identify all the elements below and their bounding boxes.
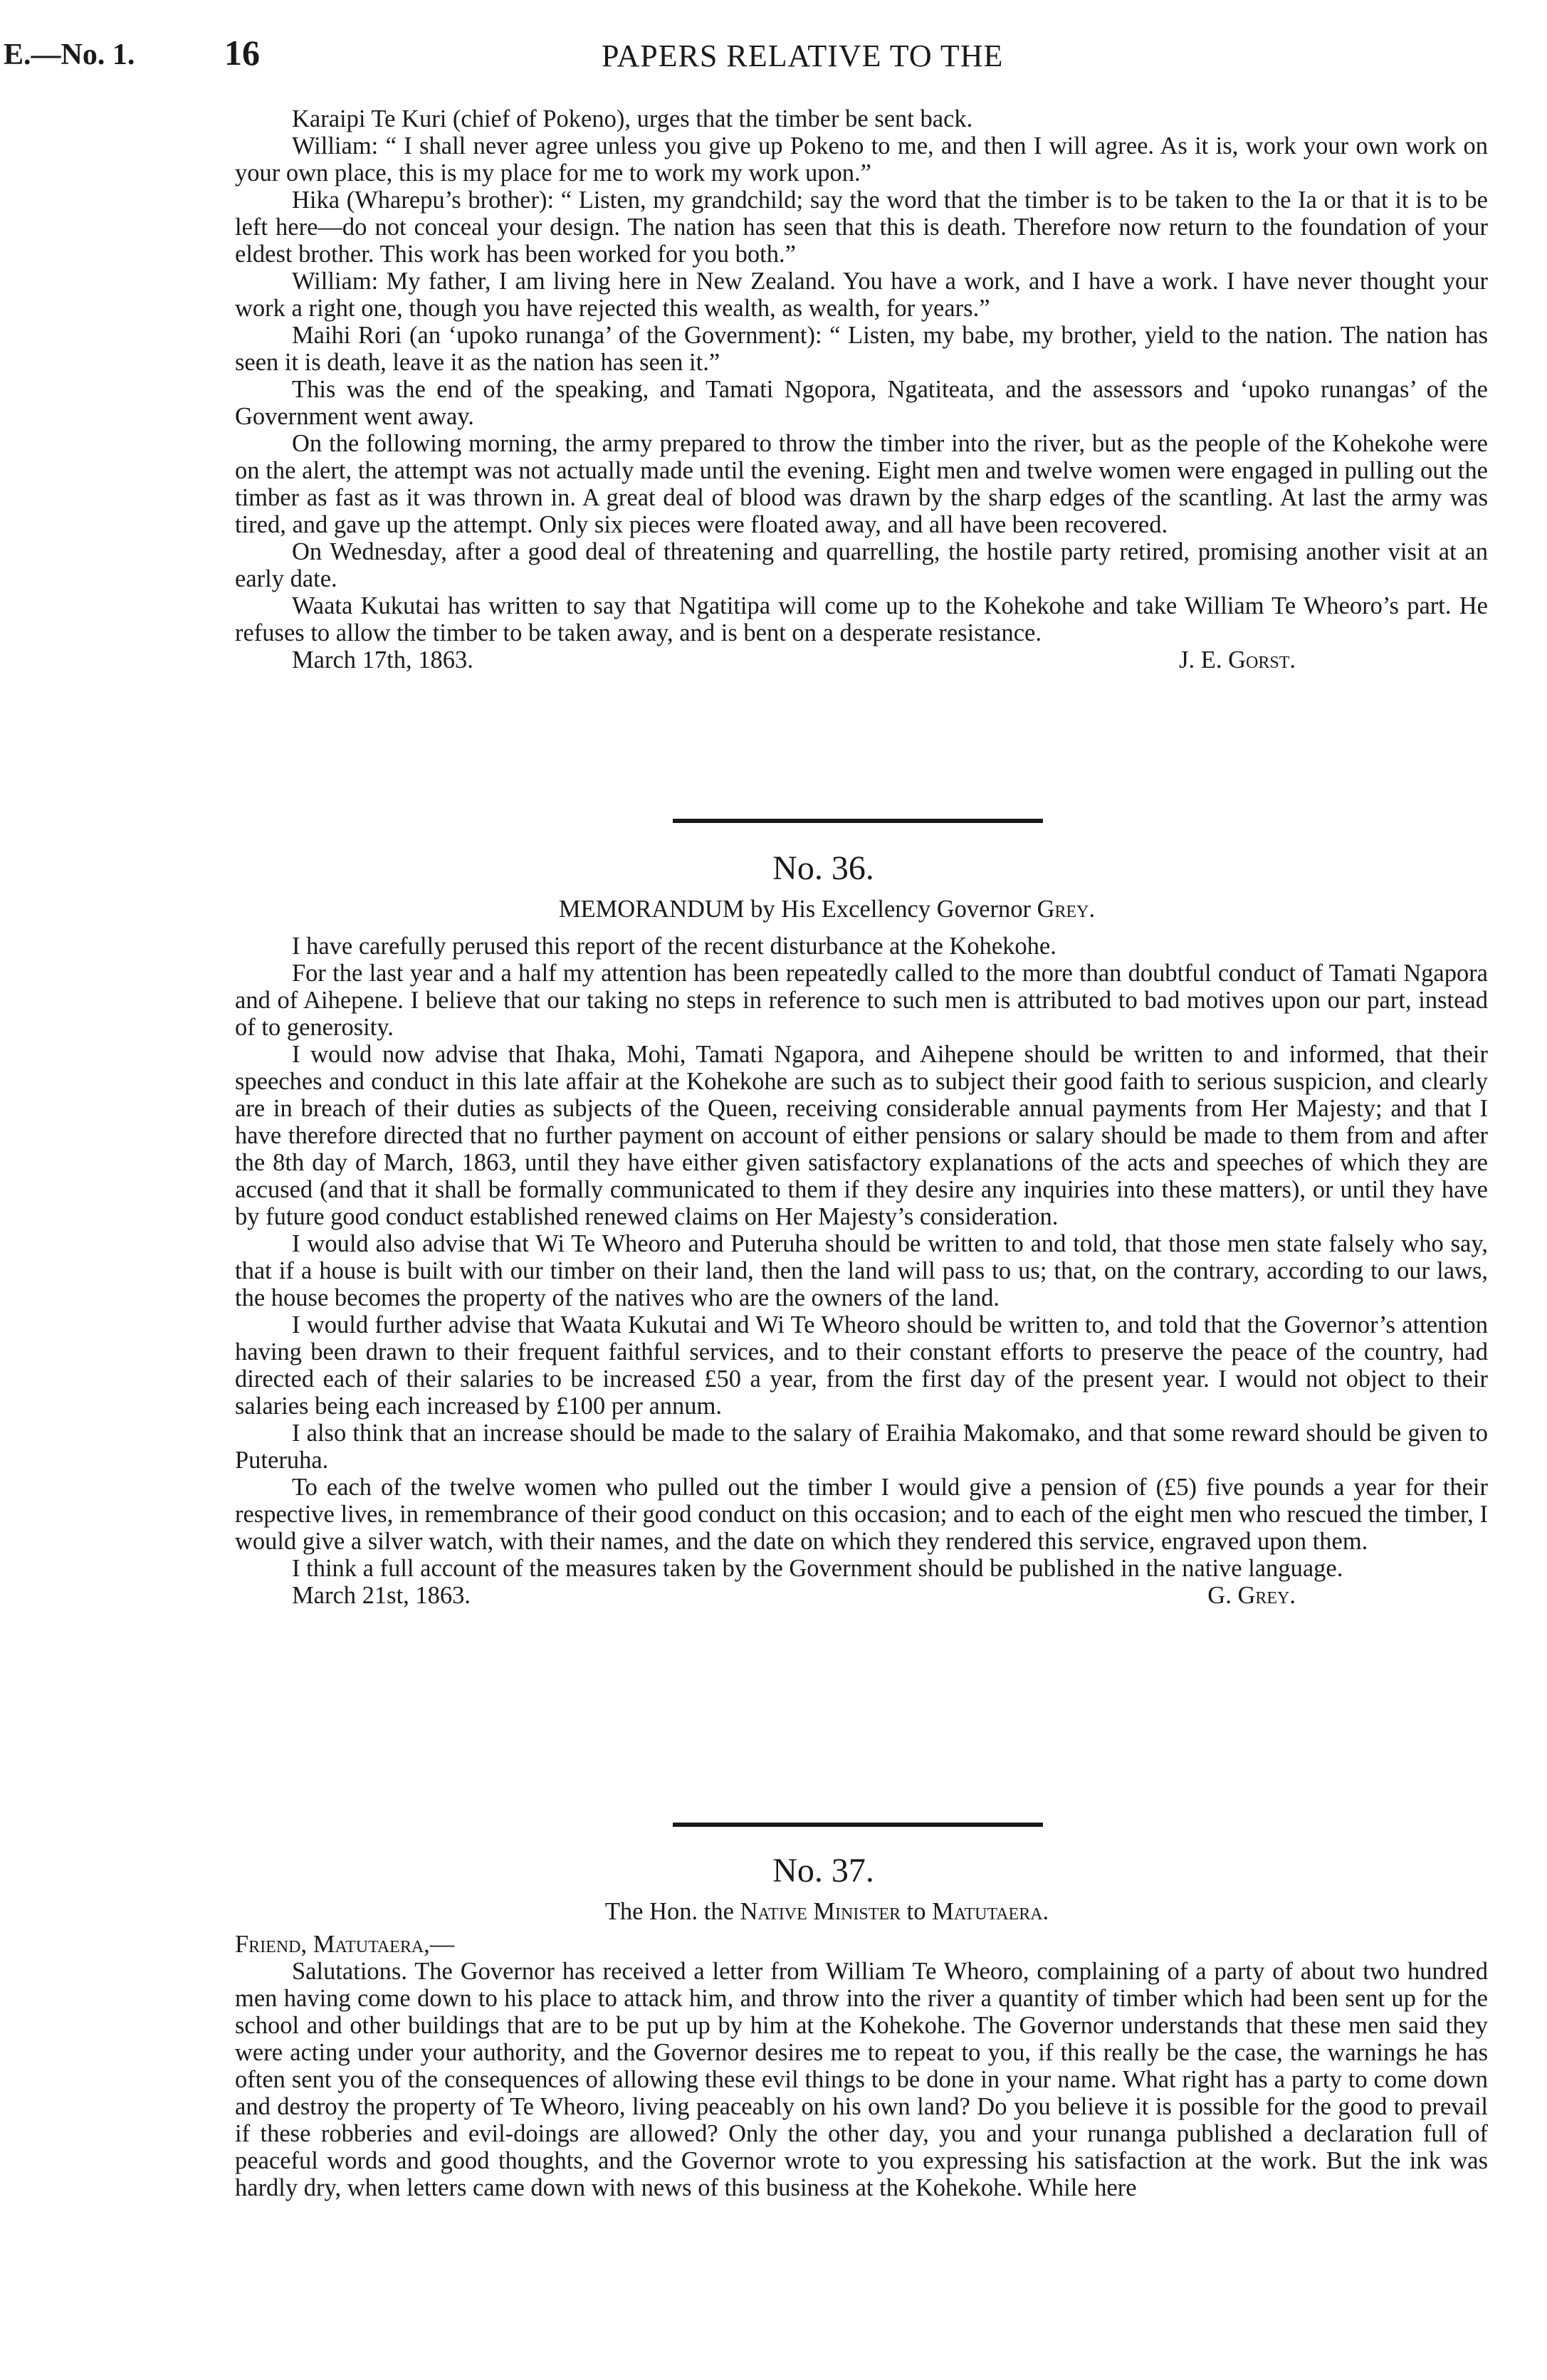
page-header xyxy=(0,32,1547,82)
paragraph: I would further advise that Waata Kukutai and Wi Te Wheoro should be written to, and told that the Governor’s attention having been drawn to their frequent faithful services, and to their constant efforts to preserve the peace of the country, had directed each of their salaries to be increased £50 a year, from the first day of the present year. I would not object to their salaries being each increased by £100 per annum. xyxy=(235,1311,1488,1420)
section-grey-memorandum xyxy=(235,933,1488,1609)
paragraph: To each of the twelve women who pulled out the timber I would give a pension of (£5) five pounds a year for their respective lives, in remembrance of their good conduct on this occasion; and to each of the eight men who rescued the timber, I would give a silver watch, with their names, and the date on which they rendered this service, engraved upon them. xyxy=(235,1474,1488,1555)
page-number: 16 xyxy=(224,33,260,73)
paragraph: I also think that an increase should be made to the salary of Eraihia Makomako, and that some reward should be given to Puteruha. xyxy=(235,1420,1488,1474)
paragraph: William: “ I shall never agree unless you give up Pokeno to me, and then I will agree. As it is, work your own work on your own place, this is my place for me to work my work upon.” xyxy=(235,132,1488,187)
divider xyxy=(673,1823,1043,1827)
signature: J. E. Gorst. xyxy=(1179,646,1296,673)
heading-name: Grey. xyxy=(1037,896,1096,923)
date: March 21st, 1863. xyxy=(292,1582,471,1609)
signature: G. Grey. xyxy=(1207,1582,1296,1609)
paragraph: Salutations. The Governor has received a letter from William Te Wheoro, complaining of a party of about two hundred men having come down to his place to attack him, and throw into the river a quantity of timber which had been sent up for the school and other buildings that are to be put up by him at the Kohekohe. The Governor understands that these men said they were acting under your authority, and the Governor desires me to repeat to you, if this really be the case, the warnings he has often sent you of the consequences of allowing these evil things to be done in your name. What right has a party to come down and destroy the property of Te Wheoro, living peaceably on his own land? Do you believe it is possible for the good to prevail if these robberies and evil-doings are allowed? Only the other day, you and your runanga published a declaration full of peaceful words and good thoughts, and the Governor wrote to you expressing his satisfaction at the work. But the ink was hardly dry, when letters came down with news of this business at the Kohekohe. While here xyxy=(235,1958,1488,2201)
salutation: Friend, Matutaera,— xyxy=(235,1931,455,1958)
dateline xyxy=(235,1582,1488,1609)
paragraph: Waata Kukutai has written to say that Ngatitipa will come up to the Kohekohe and take William Te Wheoro’s part. He refuses to allow the timber to be taken away, and is bent on a desperate resistance. xyxy=(235,592,1488,646)
paragraph: On Wednesday, after a good deal of threatening and quarrelling, the hostile party retired, promising another visit at an early date. xyxy=(235,538,1488,592)
paragraph: Karaipi Te Kuri (chief of Pokeno), urges that the timber be sent back. xyxy=(292,105,973,132)
section-gorst-report xyxy=(235,105,1488,673)
paragraph: I would also advise that Wi Te Wheoro and Puteruha should be written to and told, that those men state falsely who say, that if a house is built with our timber on their land, then the land will pass to us; that, on the contrary, according to our laws, the house becomes the property of the natives who are the owners of the land. xyxy=(235,1230,1488,1311)
dateline xyxy=(235,646,1488,673)
running-title: PAPERS RELATIVE TO THE xyxy=(602,38,1004,73)
heading-text: The Hon. the xyxy=(604,1898,734,1925)
document-code: E.—No. 1. xyxy=(4,38,135,71)
paragraph: I would now advise that Ihaka, Mohi, Tamati Ngapora, and Aihepene should be written to and informed, that their speeches and conduct in this late affair at the Kohekohe are such as to subject their good faith to serious suspicion, and clearly are in breach of their duties as subjects of the Queen, receiving considerable annual payments from Her Majesty; and that I have therefore directed that no further payment on account of either pensions or salary should be made to them from and after the 8th day of March, 1863, until they have either given satisfactory explanations of the acts and speeches of which they are accused (and that it shall be formally communicated to them if they desire any inquiries into these matters), or until they have by future good conduct established renewed claims on Her Majesty’s consideration. xyxy=(235,1041,1488,1230)
date: March 17th, 1863. xyxy=(292,646,473,673)
heading-from: Native Minister xyxy=(740,1898,901,1925)
heading-to: Matutaera. xyxy=(932,1898,1049,1925)
divider xyxy=(673,819,1043,823)
heading-text: to xyxy=(906,1898,926,1925)
paragraph: Hika (Wharepu’s brother): “ Listen, my grandchild; say the word that the timber is to be taken to the Ia or that it is to be left here—do not conceal your design. The nation has seen that this is death. Therefore now return to the foundation of your eldest brother. This work has been worked for you both.” xyxy=(235,187,1488,268)
heading-text: MEMORANDUM by His Excellency Governor xyxy=(558,896,1031,923)
section-heading xyxy=(0,1898,1547,1926)
paragraph: Maihi Rori (an ‘upoko runanga’ of the Government): “ Listen, my babe, my brother, yield to the nation. The nation has seen it is death, leave it as the nation has seen it.” xyxy=(235,322,1488,376)
paragraph: For the last year and a half my attention has been repeatedly called to the more than doubtful conduct of Tamati Ngapora and of Aihepene. I believe that our taking no steps in reference to such men is attributed to bad motives upon our part, instead of to generosity. xyxy=(235,960,1488,1041)
section-heading xyxy=(0,896,1547,923)
paragraph: On the following morning, the army prepared to throw the timber into the river, but as the people of the Kohekohe were on the alert, the attempt was not actually made until the evening. Eight men and twelve women were engaged in pulling out the timber as fast as it was thrown in. A great deal of blood was drawn by the sharp edges of the scantling. At last the army was tired, and gave up the attempt. Only six pieces were floated away, and all have been recovered. xyxy=(235,430,1488,538)
paragraph: I have carefully perused this report of the recent disturbance at the Kohekohe. xyxy=(292,933,1056,960)
paragraph: William: My father, I am living here in New Zealand. You have a work, and I have a work. I have never thought your work a right one, though you have rejected this wealth, as wealth, for years.” xyxy=(235,268,1488,322)
paragraph: I think a full account of the measures taken by the Government should be published in the native language. xyxy=(292,1555,1343,1582)
section-letter-matutaera xyxy=(235,1931,1488,2201)
section-number: No. 37. xyxy=(772,1852,874,1889)
paragraph: This was the end of the speaking, and Tamati Ngopora, Ngatiteata, and the assessors and ‘upoko runangas’ of the Government went away. xyxy=(235,376,1488,430)
section-number: No. 36. xyxy=(772,849,874,887)
